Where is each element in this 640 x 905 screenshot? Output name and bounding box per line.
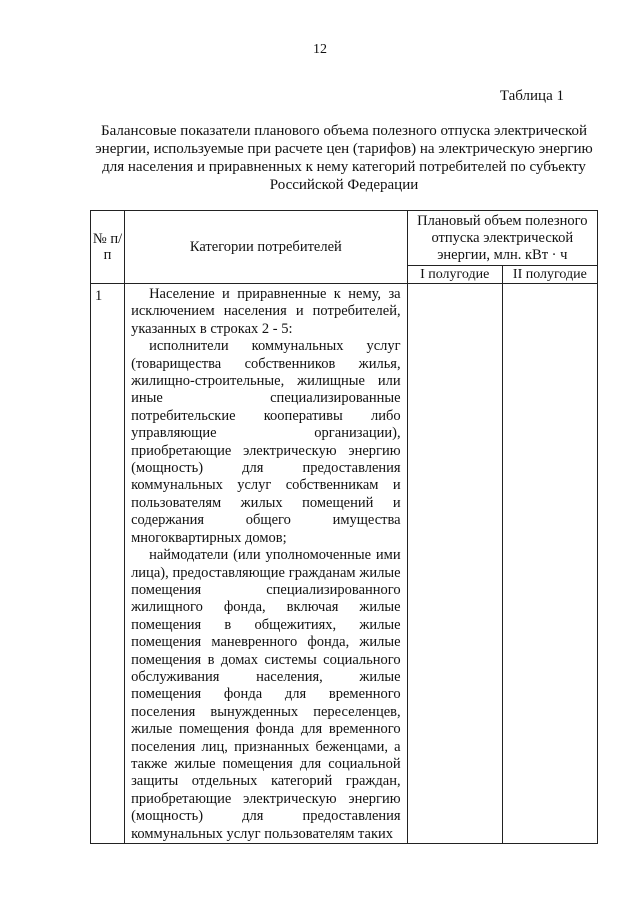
table-header-row (91, 211, 598, 266)
balance-table (90, 210, 598, 844)
document-title: Балансовые показатели планового объема полезного отпуска электрической энергии, используемые при расчете цен (тарифов) на электрическую энергию для населения и приравненных к нему категорий потребителей по субъекту Российской Федерации (95, 123, 593, 193)
row-paragraph: Население и приравненные к нему, за исключением населения и потребителей, указанных в строках 2 - 5: (131, 286, 401, 337)
row-paragraph: наймодатели (или уполномоченные ими лица), предоставляющие гражданам жилые помещения специализированного жилищного фонда, включая жилые помещения в общежитиях, жилые помещения маневренного фонда, жилые помещения в домах системы социального обслуживания населения, жилые помещения фонда для временного поселения вынужденных переселенцев, жилые помещения фонда для временного поселения лиц, признанных беженцами, а также жилые помещения для социальной защиты отдельных категорий граждан, приобретающие электрическую энергию (мощность) для предоставления коммунальных услуг пользователям таких (131, 547, 401, 842)
row-half-1-value (407, 284, 502, 844)
header-number: № п/п (91, 211, 125, 284)
header-half-1: I полугодие (407, 266, 502, 284)
row-half-2-value (502, 284, 597, 844)
row-number: 1 (91, 284, 125, 844)
header-planned-volume: Плановый объем полезного отпуска электрической энергии, млн. кВт · ч (407, 211, 597, 266)
row-category (125, 284, 408, 844)
row-paragraph: исполнители коммунальных услуг (товарищества собственников жилья, жилищно-строительные, жилищные или иные специализированные потребительские кооперативы либо управляющие организации), приобретающие электрическую энергию (мощность) для предоставления коммунальных услуг собственникам и пользователям жилых помещений и содержания общего имущества многоквартирных домов; (131, 338, 401, 546)
table-label: Таблица 1 (499, 88, 564, 104)
header-half-2: II полугодие (502, 266, 597, 284)
header-category: Категории потребителей (125, 211, 408, 284)
table-row (91, 284, 598, 844)
page-number: 12 (313, 42, 327, 57)
